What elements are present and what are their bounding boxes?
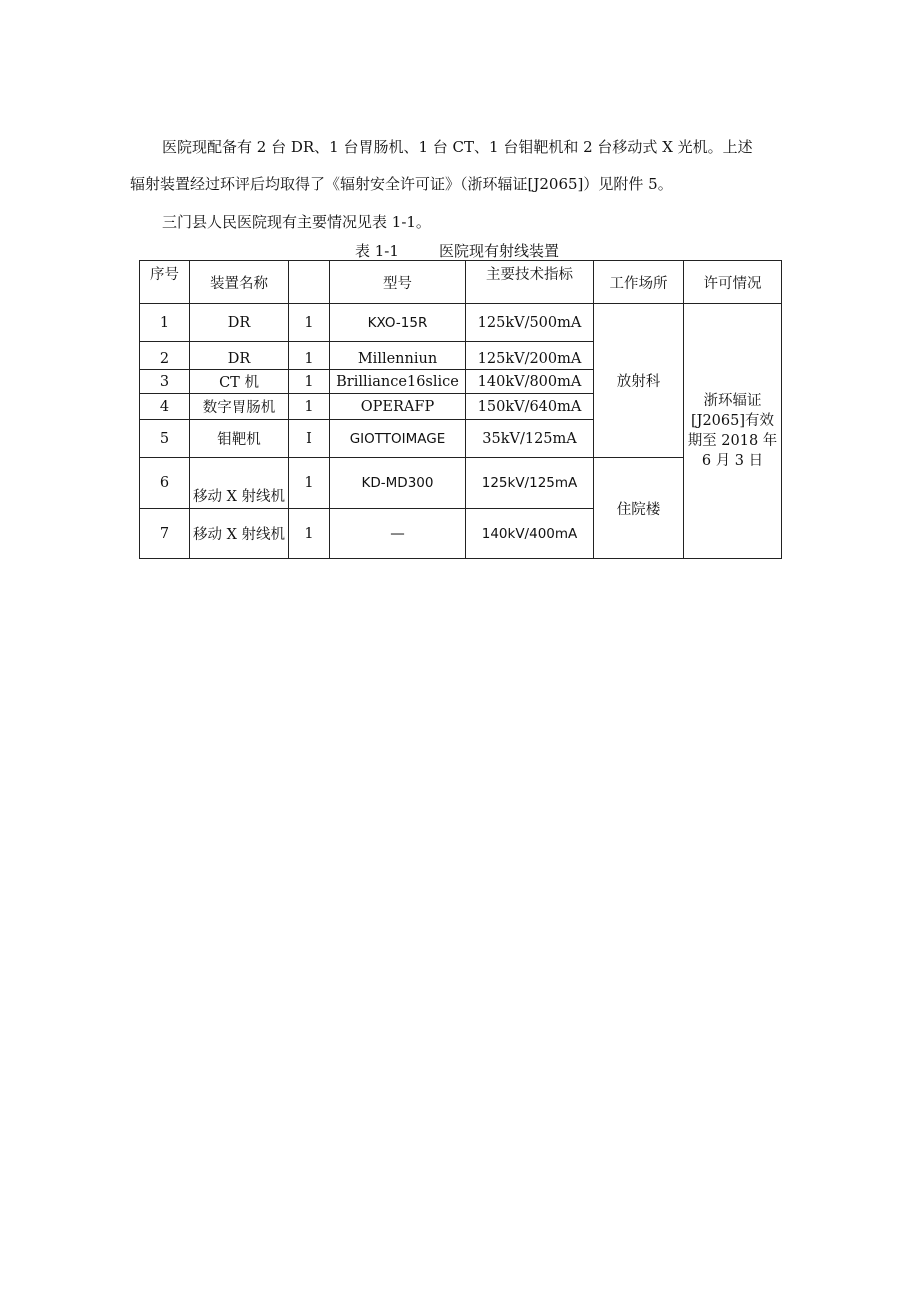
cell-name: 移动 X 射线机 [190,458,289,509]
paragraph-1-line-2: 辐射装置经过环评后均取得了《辐射安全许可证》（浙环辐证[J2065]）见附件 5。 [130,175,673,193]
cell-spec: 140kV/400mA [466,509,594,559]
table-header-row [140,261,782,304]
cell-name: 移动 X 射线机 [190,509,289,559]
cell-seq: 4 [140,394,190,420]
equipment-table [139,260,782,559]
cell-license: 浙环辐证[J2065]有效期至 2018 年 6 月 3 日 [684,304,782,559]
cell-model: — [330,509,466,559]
cell-spec: 150kV/640mA [466,394,594,420]
paragraph-2: 三门县人民医院现有主要情况见表 1-1。 [162,213,431,231]
cell-name: DR [190,304,289,342]
table-caption-number: 表 1-1 [355,242,399,260]
paragraph-1-line-1: 医院现配备有 2 台 DR、1 台胃肠机、1 台 CT、1 台钼靶机和 2 台移动式 X 光机。上述 [162,138,753,156]
cell-model: Millenniun [330,342,466,370]
cell-model: OPERAFP [330,394,466,420]
cell-model: Brilliance16slice [330,370,466,394]
cell-spec: 125kV/125mA [466,458,594,509]
cell-seq: 2 [140,342,190,370]
header-model: 型号 [330,261,466,304]
table-caption-title: 医院现有射线装置 [439,242,560,260]
cell-spec: 35kV/125mA [466,420,594,458]
header-qty [289,261,330,304]
cell-qty: 1 [289,509,330,559]
cell-seq: 6 [140,458,190,509]
cell-name: DR [190,342,289,370]
table-caption [355,241,559,261]
cell-seq: 1 [140,304,190,342]
cell-spec: 125kV/500mA [466,304,594,342]
cell-qty: I [289,420,330,458]
table-row [140,304,782,342]
header-name: 装置名称 [190,261,289,304]
cell-location-inpatient: 住院楼 [594,458,684,559]
cell-name: 钼靶机 [190,420,289,458]
cell-qty: 1 [289,394,330,420]
cell-qty: 1 [289,458,330,509]
cell-name: CT 机 [190,370,289,394]
header-location: 工作场所 [594,261,684,304]
cell-qty: 1 [289,370,330,394]
cell-qty: 1 [289,342,330,370]
header-spec: 主要技术指标 [466,261,594,304]
cell-model: GIOTTOIMAGE [330,420,466,458]
cell-model: KXO-15R [330,304,466,342]
cell-spec: 140kV/800mA [466,370,594,394]
cell-location-radiology: 放射科 [594,304,684,458]
cell-model: KD-MD300 [330,458,466,509]
cell-seq: 3 [140,370,190,394]
cell-seq: 7 [140,509,190,559]
cell-qty: 1 [289,304,330,342]
header-seq: 序号 [140,261,190,304]
cell-spec: 125kV/200mA [466,342,594,370]
cell-seq: 5 [140,420,190,458]
cell-name: 数字胃肠机 [190,394,289,420]
header-license: 许可情况 [684,261,782,304]
